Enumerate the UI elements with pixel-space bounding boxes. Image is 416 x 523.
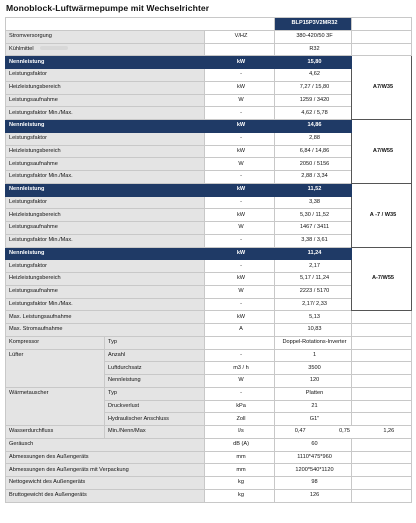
row-label: Wärmetauscher xyxy=(6,387,105,425)
row-unit: - xyxy=(205,234,275,247)
table-row xyxy=(6,464,412,477)
table-row xyxy=(6,451,412,464)
table-row xyxy=(6,158,412,171)
row-unit: mm xyxy=(205,464,275,477)
model-name: BLP15P3V2MR32 xyxy=(275,18,352,31)
row-value: 4,62 xyxy=(275,69,352,82)
row-unit: W xyxy=(205,375,275,388)
row-value: 1259 / 3420 xyxy=(275,94,352,107)
row-unit: - xyxy=(205,132,275,145)
row-value: 5,13 xyxy=(275,311,352,324)
row-label: Heizleistungsbereich xyxy=(6,145,205,158)
table-row xyxy=(6,222,412,235)
row-unit: dB (A) xyxy=(205,438,275,451)
row-label: Max. Leistungsaufnahme xyxy=(6,311,205,324)
section-label: A7/W55 xyxy=(352,120,412,184)
row-label: Nennleistung xyxy=(6,120,205,133)
row-value: 2,17 xyxy=(275,260,352,273)
row-unit: - xyxy=(205,349,275,362)
section-label: A-7/W55 xyxy=(352,247,412,311)
row-label: Leistungsaufnahme xyxy=(6,158,205,171)
row-value: 11,24 xyxy=(275,247,352,260)
table-row xyxy=(6,273,412,286)
row-label: Leistungsfaktor Min./Max. xyxy=(6,234,205,247)
row-value: 1110*475*960 xyxy=(275,451,352,464)
row-label: Stromversorgung xyxy=(6,30,205,43)
table-row xyxy=(6,132,412,145)
row-label: Leistungsfaktor Min./Max. xyxy=(6,107,205,120)
table-row xyxy=(6,298,412,311)
row-unit: kg xyxy=(205,477,275,490)
row-unit: kW xyxy=(205,311,275,324)
row-unit: m3 / h xyxy=(205,362,275,375)
row-unit: W xyxy=(205,222,275,235)
table-row xyxy=(6,234,412,247)
row-label: Nettogewicht des Außengeräts xyxy=(6,477,205,490)
table-row xyxy=(6,324,412,337)
redacted-mark xyxy=(40,46,68,50)
row-sublabel: Typ xyxy=(105,387,205,400)
row-sublabel: Druckverlust xyxy=(105,400,205,413)
row-unit: V/HZ xyxy=(205,30,275,43)
row-value: 2050 / 5156 xyxy=(275,158,352,171)
row-unit: kW xyxy=(205,81,275,94)
row-label: Leistungsfaktor Min./Max. xyxy=(6,171,205,184)
row-unit: kW xyxy=(205,183,275,196)
table-row xyxy=(6,426,412,439)
row-sublabel: Anzahl xyxy=(105,349,205,362)
row-value: 1200*540*1120 xyxy=(275,464,352,477)
row-value: 11,52 xyxy=(275,183,352,196)
flow-min: 0,47 xyxy=(294,428,306,434)
row-value: 3,38 / 3,61 xyxy=(275,234,352,247)
row-value: 2,17/ 2,33 xyxy=(275,298,352,311)
row-value: 14,86 xyxy=(275,120,352,133)
section-header-row xyxy=(6,183,412,196)
model-row xyxy=(6,18,412,31)
row-label: Nennleistung xyxy=(6,183,205,196)
table-row xyxy=(6,260,412,273)
row-unit: - xyxy=(205,69,275,82)
row-value: 98 xyxy=(275,477,352,490)
row-unit xyxy=(205,43,275,56)
row-value: 380-420/50 3F xyxy=(275,30,352,43)
table-row xyxy=(6,171,412,184)
row-value: 1467 / 3411 xyxy=(275,222,352,235)
row-label: Lüfter xyxy=(6,349,105,387)
row-sublabel: Hydraulischer Anschluss xyxy=(105,413,205,426)
row-label: Leistungsfaktor xyxy=(6,69,205,82)
row-label: Max. Stromaufnahme xyxy=(6,324,205,337)
section-label: A -7 / W35 xyxy=(352,183,412,247)
row-unit: kW xyxy=(205,209,275,222)
row-unit: - xyxy=(205,107,275,120)
row-label: Heizleistungsbereich xyxy=(6,209,205,222)
table-row xyxy=(6,196,412,209)
table-row xyxy=(6,145,412,158)
row-label: Abmessungen des Außengeräts xyxy=(6,451,205,464)
row-unit: mm xyxy=(205,451,275,464)
table-row xyxy=(6,43,412,56)
row-unit: kW xyxy=(205,56,275,69)
table-row xyxy=(6,387,412,400)
row-unit: W xyxy=(205,285,275,298)
row-label: Leistungsfaktor Min./Max. xyxy=(6,298,205,311)
row-label: Geräusch xyxy=(6,438,205,451)
row-value: 5,30 / 11,52 xyxy=(275,209,352,222)
row-value: 120 xyxy=(275,375,352,388)
row-value: G1" xyxy=(275,413,352,426)
row-value: 15,80 xyxy=(275,56,352,69)
row-value: 10,83 xyxy=(275,324,352,337)
row-label: Leistungsfaktor xyxy=(6,132,205,145)
row-unit xyxy=(205,336,275,349)
table-row xyxy=(6,477,412,490)
row-value: R32 xyxy=(275,43,352,56)
row-value: 1 xyxy=(275,349,352,362)
row-sublabel: Luftdurchsatz xyxy=(105,362,205,375)
row-value: 5,17 / 11,24 xyxy=(275,273,352,286)
row-value: 7,27 / 15,80 xyxy=(275,81,352,94)
section-header-row xyxy=(6,247,412,260)
row-sublabel: Typ xyxy=(105,336,205,349)
row-unit: - xyxy=(205,298,275,311)
row-value xyxy=(275,426,412,439)
table-row xyxy=(6,336,412,349)
row-label: Heizleistungsbereich xyxy=(6,273,205,286)
row-label: Heizleistungsbereich xyxy=(6,81,205,94)
row-label: Kompressor xyxy=(6,336,105,349)
table-row xyxy=(6,209,412,222)
table-row xyxy=(6,489,412,502)
row-label: Kühlmittel xyxy=(6,43,205,56)
row-label: Leistungsfaktor xyxy=(6,260,205,273)
row-value: 60 xyxy=(275,438,352,451)
row-sublabel: Min./Nenn/Max xyxy=(105,426,205,439)
row-label: Leistungsaufnahme xyxy=(6,285,205,298)
table-row xyxy=(6,30,412,43)
section-header-row xyxy=(6,120,412,133)
row-unit: kW xyxy=(205,247,275,260)
row-unit: Zoll xyxy=(205,413,275,426)
section-label: A7/W35 xyxy=(352,56,412,120)
row-value: 2,88 xyxy=(275,132,352,145)
page-title: Monoblock-Luftwärmepumpe mit Wechselrichter xyxy=(6,3,210,13)
table-row xyxy=(6,94,412,107)
row-label: Nennleistung xyxy=(6,247,205,260)
row-unit: A xyxy=(205,324,275,337)
table-row xyxy=(6,285,412,298)
row-value: 126 xyxy=(275,489,352,502)
row-sublabel: Nennleistung xyxy=(105,375,205,388)
row-label: Leistungsfaktor xyxy=(6,196,205,209)
row-value: 21 xyxy=(275,400,352,413)
row-label: Leistungsaufnahme xyxy=(6,94,205,107)
row-value: 3,38 xyxy=(275,196,352,209)
row-unit: - xyxy=(205,260,275,273)
row-unit: kPa xyxy=(205,400,275,413)
table-row xyxy=(6,438,412,451)
row-unit: kW xyxy=(205,120,275,133)
row-value: 6,84 / 14,86 xyxy=(275,145,352,158)
row-unit: - xyxy=(205,171,275,184)
table-row xyxy=(6,69,412,82)
row-label: Wasserdurchfluss xyxy=(6,426,105,439)
flow-nominal: 0,75 xyxy=(339,428,350,434)
row-value: Platten xyxy=(275,387,352,400)
table-row xyxy=(6,311,412,324)
row-label: Bruttogewicht des Außengeräts xyxy=(6,489,205,502)
row-value: 2,88 / 3,34 xyxy=(275,171,352,184)
table-row xyxy=(6,349,412,362)
section-header-row xyxy=(6,56,412,69)
row-unit: - xyxy=(205,196,275,209)
row-label: Abmessungen des Außengeräts mit Verpackung xyxy=(6,464,205,477)
flow-max: 1,26 xyxy=(383,428,395,434)
row-unit: l/s xyxy=(205,426,275,439)
row-unit: kW xyxy=(205,273,275,286)
row-unit: kW xyxy=(205,145,275,158)
row-value: 4,62 / 5,78 xyxy=(275,107,352,120)
row-value: 3500 xyxy=(275,362,352,375)
spec-table xyxy=(5,17,412,503)
row-value: Doppel-Rotations-Inverter xyxy=(275,336,352,349)
row-unit: - xyxy=(205,387,275,400)
row-label: Nennleistung xyxy=(6,56,205,69)
row-value: 2223 / 5170 xyxy=(275,285,352,298)
table-row xyxy=(6,107,412,120)
row-unit: W xyxy=(205,158,275,171)
row-label: Leistungsaufnahme xyxy=(6,222,205,235)
row-unit: kg xyxy=(205,489,275,502)
row-unit: W xyxy=(205,94,275,107)
table-row xyxy=(6,81,412,94)
